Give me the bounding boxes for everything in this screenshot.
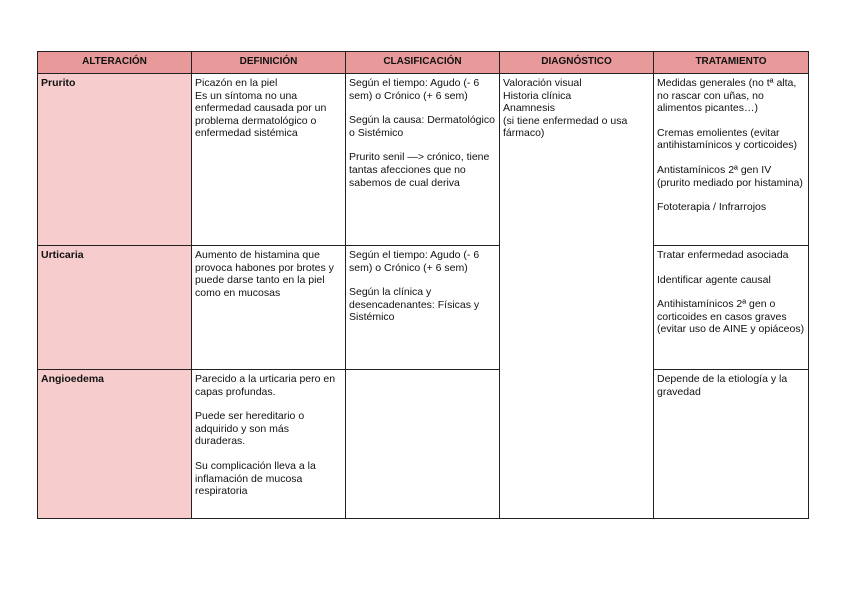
header-diagnostico: DIAGNÓSTICO [500, 52, 654, 74]
clasificacion-cell [346, 370, 500, 519]
definicion-text: Puede ser hereditario o adquirido y son más duraderas. [195, 410, 305, 448]
table-row [38, 246, 809, 370]
table-row [38, 370, 809, 519]
alteracion-cell: Prurito [38, 74, 192, 246]
tratamiento-text: Identificar agente causal [657, 273, 771, 286]
tratamiento-text: Antistamínicos 2ª gen IV (prurito mediado por histamina) [657, 163, 803, 189]
header-clasificacion: CLASIFICACIÓN [346, 52, 500, 74]
definicion-cell [192, 370, 346, 519]
definicion-text: Picazón en la piel Es un síntoma no una enfermedad causada por un problema dermatológico o enfermedad sistémica [195, 77, 327, 140]
tratamiento-text: Medidas generales (no tª alta, no rascar con uñas, no alimentos picantes…) [657, 77, 797, 115]
definicion-text: Parecido a la urticaria pero en capas profundas. [195, 373, 336, 398]
dermatology-alterations-table [37, 51, 809, 519]
definicion-text: Su complicación lleva a la inflamación de mucosa respiratoria [195, 459, 316, 498]
clasificacion-text: Prurito senil —> crónico, tiene tantas afecciones que no sabemos de cual deriva [349, 151, 490, 189]
header-tratamiento: TRATAMIENTO [654, 52, 809, 74]
definicion-text: Aumento de histamina que provoca habones por brotes y puede darse tanto en la piel como en mucosas [195, 249, 334, 299]
tratamiento-text: Tratar enfermedad asociada [657, 249, 789, 261]
clasificacion-text: Según el tiempo: Agudo (- 6 sem) o Crónico (+ 6 sem) [349, 77, 480, 102]
tratamiento-text: Cremas emolientes (evitar antihistamínicos y corticoides) [657, 126, 798, 152]
header-definicion: DEFINICIÓN [192, 52, 346, 74]
clasificacion-cell [346, 246, 500, 370]
definicion-cell [192, 74, 346, 246]
header-alteracion: ALTERACIÓN [38, 52, 192, 74]
clasificacion-text: Según la clínica y desencadenantes: Físicas y Sistémico [349, 286, 480, 324]
table-row [38, 74, 809, 246]
alteracion-cell: Angioedema [38, 370, 192, 519]
clasificacion-cell [346, 74, 500, 246]
tratamiento-cell [654, 370, 809, 519]
definicion-cell [192, 246, 346, 370]
tratamiento-cell [654, 74, 809, 246]
tratamiento-text: Fototerapia / Infrarrojos [657, 201, 767, 214]
clasificacion-text: Según la causa: Dermatológico o Sistémico [349, 114, 495, 139]
tratamiento-text: Depende de la etiología y la gravedad [657, 373, 788, 398]
diagnostico-text: Valoración visual Historia clínica Anamnesis (si tiene enfermedad o usa fármaco) [503, 77, 628, 140]
alteracion-cell: Urticaria [38, 246, 192, 370]
tratamiento-text: Antihistamínicos 2ª gen o corticoides en casos graves (evitar uso de AINE y opiáceos) [657, 298, 805, 336]
tratamiento-cell [654, 246, 809, 370]
diagnostico-cell [500, 74, 654, 519]
clasificacion-text: Según el tiempo: Agudo (- 6 sem) o Crónico (+ 6 sem) [349, 249, 480, 274]
header-row [38, 52, 809, 74]
comparison-table-container [37, 51, 808, 519]
